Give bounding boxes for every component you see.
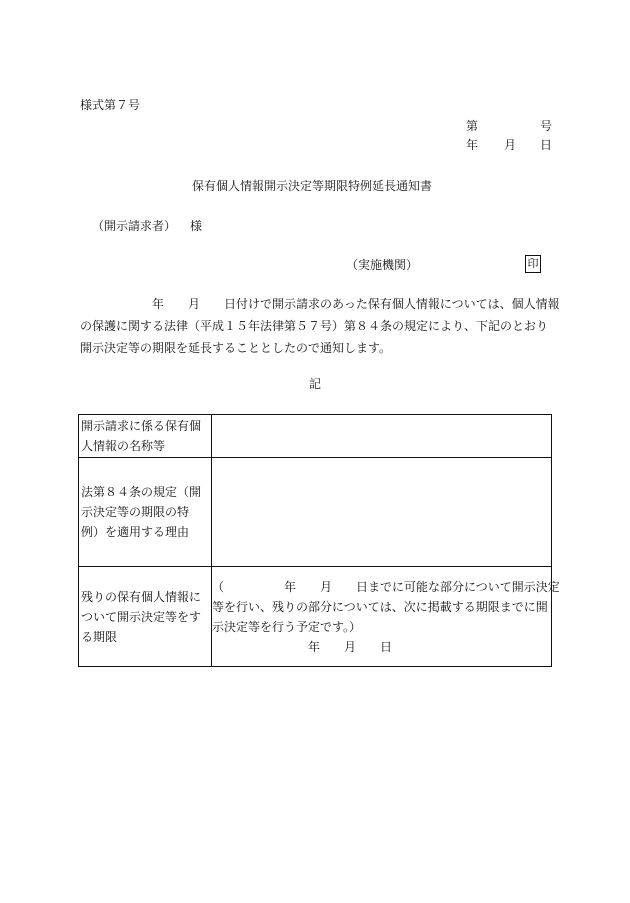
addressee-name: （開示請求者）: [92, 219, 177, 233]
table-row: [79, 458, 552, 567]
body-line: 年 月 日付けで開示請求のあった保有個人情報については、個人情報: [80, 297, 560, 311]
table-row: [79, 415, 552, 458]
document-title: 保有個人情報開示決定等期限特例延長通知書: [192, 179, 433, 193]
row-label-deadline: 残りの保有個人情報に ついて開示決定等をす る期限: [79, 567, 212, 667]
body-line: 開示決定等の期限を延長することとしたので通知します。: [80, 341, 392, 355]
body-paragraph: [80, 293, 560, 359]
form-number: 様式第７号: [80, 98, 141, 112]
doc-number-prefix: 第: [466, 119, 479, 133]
issuer-name: （実施機関）: [346, 258, 419, 272]
row-label-reason: 法第８４条の規定（開 示決定等の期限の特 例）を適用する理由: [79, 458, 212, 567]
seal-stamp: 印: [525, 255, 541, 273]
ki-heading: 記: [309, 377, 322, 391]
date-day: 日: [540, 138, 553, 152]
row-value-document-name[interactable]: [212, 415, 552, 458]
date-month: 月: [504, 138, 517, 152]
doc-number-suffix: 号: [540, 119, 553, 133]
row-label-document-name: 開示請求に係る保有個 人情報の名称等: [79, 415, 212, 458]
row-value-deadline[interactable]: （ 年 月 日までに可能な部分について開示決定 等を行い、残りの部分については、次に掲載する期限までに開 示決定等を行う予定です。） 年 月 日: [212, 567, 552, 667]
body-line: の保護に関する法律（平成１５年法律第５７号）第８４条の規定により、下記のとおり: [80, 319, 549, 333]
addressee-honorific: 様: [190, 219, 203, 233]
date-year: 年: [466, 138, 479, 152]
row-value-reason[interactable]: [212, 458, 552, 567]
table-row: [79, 567, 552, 667]
details-table: [78, 414, 560, 667]
